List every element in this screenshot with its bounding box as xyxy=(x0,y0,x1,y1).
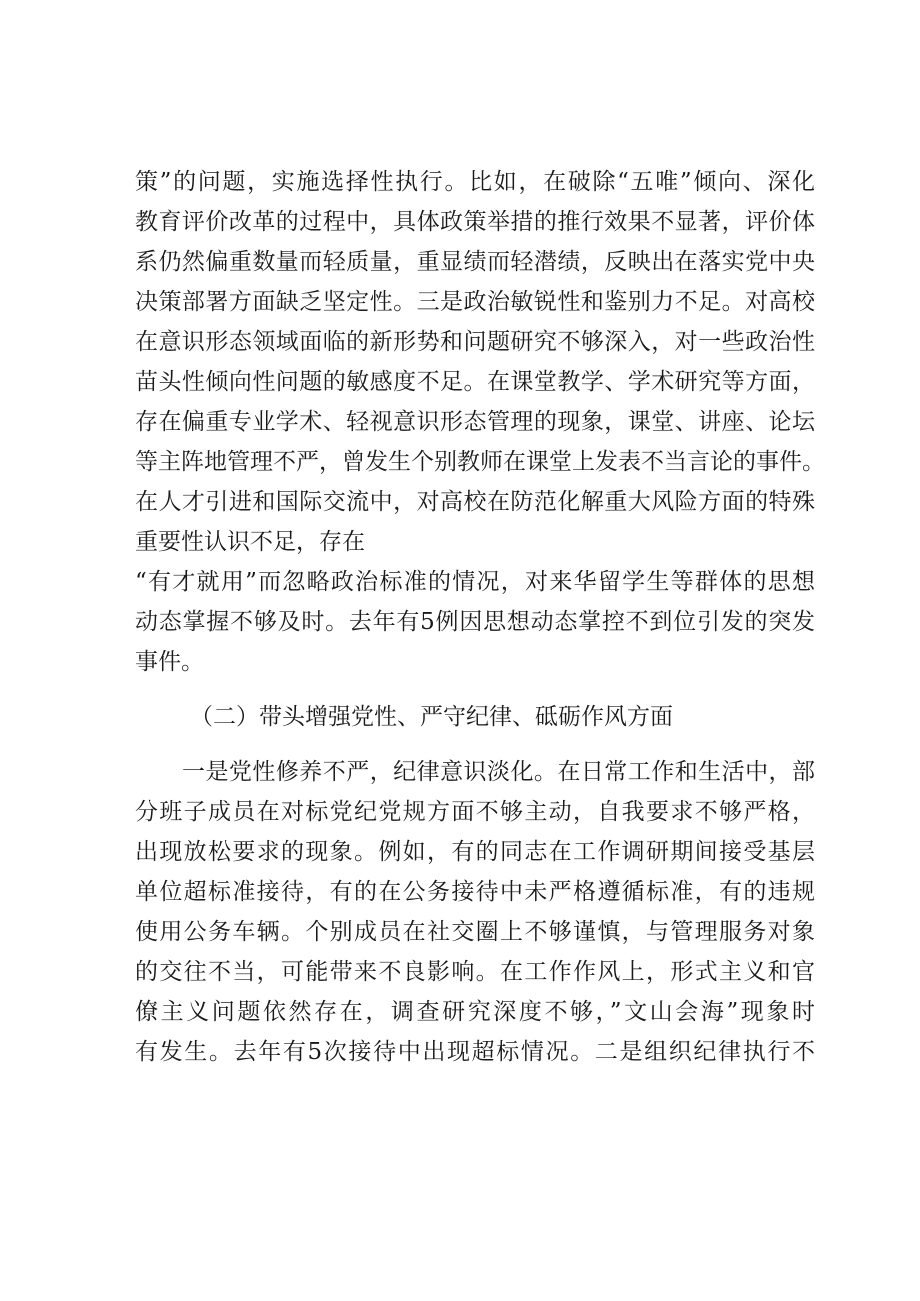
text-line: 系仍然偏重数量而轻质量，重显绩而轻潜绩，反映出在落实党中央 xyxy=(135,249,815,275)
text-line: 决策部署方面缺乏坚定性。三是政治敏锐性和鉴别力不足。对高校 xyxy=(135,289,815,315)
text-line: 苗头性倾向性问题的敏感度不足。在课堂教学、学术研究等方面， xyxy=(135,369,815,395)
text-line: 在人才引进和国际交流中，对高校在防范化解重大风险方面的特殊 xyxy=(135,489,815,515)
text-line: 一是党性修养不严，纪律意识淡化。在日常工作和生活中，部 xyxy=(182,759,815,785)
text-line: 使用公务车辆。个别成员在社交圈上不够谨慎，与管理服务对象 xyxy=(135,919,815,945)
text-line: 分班子成员在对标党纪党规方面不够主动，自我要求不够严格， xyxy=(135,799,815,825)
text-line: “有才就用”而忽略政治标准的情况，对来华留学生等群体的思想 xyxy=(135,569,815,595)
text-line: 有发生。去年有5次接待中出现超标情况。二是组织纪律执行不 xyxy=(135,1039,815,1065)
text-line: 重要性认识不足，存在 xyxy=(135,529,365,555)
text-line: 教育评价改革的过程中，具体政策举措的推行效果不显著，评价体 xyxy=(135,209,815,235)
text-line: 等主阵地管理不严，曾发生个别教师在课堂上发表不当言论的事件。 xyxy=(135,449,825,475)
text-line: 事件。 xyxy=(135,649,204,675)
text-line: 的交往不当，可能带来不良影响。在工作作风上，形式主义和官 xyxy=(135,959,815,985)
text-line: 动态掌握不够及时。去年有5例因思想动态掌控不到位引发的突发 xyxy=(135,609,815,635)
text-line: 在意识形态领域面临的新形势和问题研究不够深入，对一些政治性 xyxy=(135,329,815,355)
text-line: 僚主义问题依然存在，调查研究深度不够，”文山会海”现象时 xyxy=(135,999,815,1025)
text-line: 出现放松要求的现象。例如，有的同志在工作调研期间接受基层 xyxy=(135,839,815,865)
text-line: 存在偏重专业学术、轻视意识形态管理的现象，课堂、讲座、论坛 xyxy=(135,409,815,435)
section-heading: （二）带头增强党性、严守纪律、砥砺作风方面 xyxy=(190,704,673,730)
text-line: 策”的问题，实施选择性执行。比如，在破除“五唯”倾向、深化 xyxy=(135,169,815,195)
text-line: 单位超标准接待，有的在公务接待中未严格遵循标准，有的违规 xyxy=(135,879,815,905)
